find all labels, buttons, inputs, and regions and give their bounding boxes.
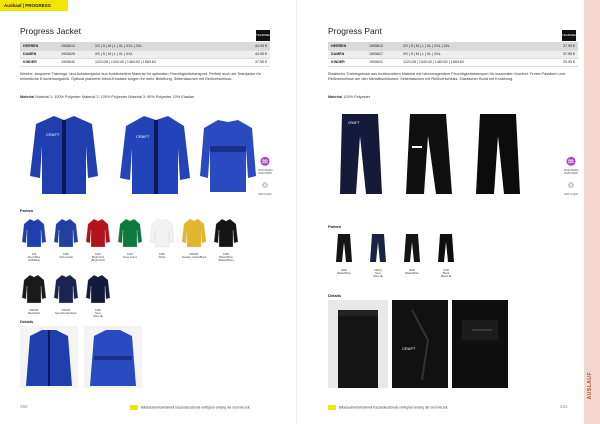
table-row: DAMEN 1905626 XS | S | M | L | XL | XXL 44.95 €	[20, 50, 270, 58]
swatch-name: Black	[442, 272, 450, 275]
svg-text:CRAFT: CRAFT	[136, 134, 150, 139]
swatch-image	[432, 232, 460, 264]
info-icon	[130, 405, 138, 410]
swatch-code: 1999	[223, 253, 229, 256]
swatch-image	[148, 216, 176, 248]
icon-label: MASCHINEN-WASCHBAR	[258, 169, 274, 175]
right-page	[300, 0, 590, 424]
swatch-code: 346	[31, 253, 37, 256]
swatch-sub: (Navy ■)	[93, 315, 103, 318]
color-swatch	[20, 216, 48, 262]
swatch-image	[20, 216, 48, 248]
icon-label: RECYCLED	[258, 193, 272, 196]
swatch-code: 9999	[409, 269, 415, 272]
swatch-code: 1925	[127, 253, 133, 256]
colors-heading: Farben	[20, 208, 34, 213]
swatch-name: Navy	[375, 272, 381, 275]
color-swatch	[116, 216, 144, 259]
product-title: Progress Jacket	[20, 26, 81, 36]
product-hero-image	[328, 106, 538, 198]
swatch-image	[212, 216, 240, 248]
pant-front-image	[340, 114, 382, 194]
swatch-code: 1900	[159, 253, 165, 256]
icon-label: RECYCLED	[564, 193, 578, 196]
swatch-name: Black/White	[337, 272, 351, 275]
page-footer: Billabaudiverfahrbarkeit Kasseldeutzbeide verfügbar entlang der Sommerzeit.	[328, 405, 448, 410]
product-description: Elastische Trainingshose aus funktionellem Material mit hervorragendem Feuchtigkeitstransport für maximalen Komfort. Freies Passform und Reißverschluss am den Meinabschlüssen. Seitentaschen mit Reißverschluss. Elastischer Bund mit Kordelzug.	[328, 72, 565, 81]
price-table	[20, 42, 270, 67]
table-row: KINDER 1905640 122/128 | 134/140 | 146/152 | 158/164 37.95 €	[20, 58, 270, 66]
swatch-name: Royal Blue	[27, 256, 41, 259]
material-line: Material Material 1: 100% Polyester Material 2: 100% Polyester Material 3: 90% Polyester 10% Elastan	[20, 95, 194, 99]
side-tab	[584, 0, 600, 424]
swatch-sub: (Navy ■)	[373, 275, 383, 278]
info-icon	[328, 405, 336, 410]
page-number: 261	[560, 404, 568, 409]
care-icons	[564, 156, 578, 201]
color-swatch	[398, 232, 426, 275]
swatch-image	[52, 272, 80, 304]
color-swatch	[52, 216, 80, 259]
swatch-sub: (Black ■)	[440, 275, 452, 278]
category-badge: TEAMWEAR	[562, 30, 576, 41]
color-swatch	[212, 216, 240, 262]
table-row: HERREN 1905612 XS | S | M | L | XL | XXL | 3XL 44.95 €	[20, 42, 270, 50]
color-swatch	[432, 232, 460, 278]
svg-text:CRAFT: CRAFT	[348, 121, 360, 125]
swatch-name: White	[158, 256, 166, 259]
wash-icon: ♒	[566, 157, 576, 166]
side-tab-label: AUSLAUF	[587, 372, 593, 400]
product-title: Progress Pant	[328, 26, 382, 36]
page-gutter	[296, 0, 297, 424]
color-swatch	[180, 216, 208, 259]
svg-text:CRAFT: CRAFT	[402, 346, 416, 351]
swatch-code: 9999	[341, 269, 347, 272]
detail-image-waist	[328, 300, 388, 388]
pant-three-quarter-image	[406, 114, 452, 194]
color-swatch	[364, 232, 392, 278]
swatch-image	[180, 216, 208, 248]
care-icons	[258, 156, 272, 201]
swatch-name: Sweden Yellow/Black	[181, 256, 207, 259]
swatch-code: 1906	[63, 253, 69, 256]
swatch-image	[364, 232, 392, 264]
swatch-sub: (ClubBlue)	[27, 259, 41, 262]
leaf-icon: ♲	[567, 181, 575, 190]
details-heading: Details	[328, 293, 342, 298]
swatch-name: Black/White	[405, 272, 419, 275]
page-footer: Billabaudiverfahrbarkeit Kasseldeutzbeide verfügbar entlang der Sommerzeit.	[130, 405, 250, 410]
material-line: Material 100% Polyester	[328, 95, 371, 99]
swatch-name: Team Green	[122, 256, 138, 259]
swatch-code: 1999	[443, 269, 449, 272]
color-swatch	[84, 272, 112, 318]
swatch-image	[20, 272, 48, 304]
swatch-image	[330, 232, 358, 264]
swatch-name: Navy/Smoke/Silver	[55, 312, 77, 315]
product-hero-image	[18, 106, 268, 198]
detail-image-pocket	[392, 300, 448, 388]
swatch-image	[84, 272, 112, 304]
left-page	[0, 0, 290, 424]
color-swatch	[52, 272, 80, 315]
price-table	[328, 42, 578, 67]
swatch-sub: (Bright Red)	[91, 259, 105, 262]
swatch-name: Club Cobalt	[59, 256, 73, 259]
swatch-image	[398, 232, 426, 264]
color-swatch	[84, 216, 112, 262]
leaf-icon: ♲	[261, 181, 269, 190]
pant-back-image	[476, 114, 520, 194]
svg-text:CRAFT: CRAFT	[46, 132, 60, 137]
swatch-code: 999430	[29, 309, 39, 312]
jacket-front-image	[30, 116, 98, 194]
swatch-code: 556999	[189, 253, 199, 256]
color-swatch	[148, 216, 176, 259]
details-heading: Details	[20, 319, 34, 324]
section-tag: Ausbaal | PROGRESS	[0, 0, 68, 11]
swatch-code: 1920	[95, 253, 101, 256]
swatch-image	[84, 216, 112, 248]
swatch-name: Black/Red	[28, 312, 40, 315]
swatch-code: 1390	[95, 309, 101, 312]
detail-image-ankle	[452, 300, 508, 388]
category-badge: TEAMWEAR	[256, 30, 270, 41]
swatch-name: Navy	[95, 312, 101, 315]
product-description: Weiche, bequeme Trainings- und Aufwärmjacke aus funktionellem Material für optimalen Feuchtigkeitstransport. Perfekt auch als Teamjacke für einheitliche Erscheinungsbild. Optimal platzierte Mesh-Einsätze sorgen für mehr Belüftung. Seitentaschen mit Reißverschluss.	[20, 72, 261, 81]
swatch-code: 390(0)	[374, 269, 382, 272]
table-row: KINDER 1905641 122/128 | 134/140 | 146/152 | 158/164 29.95 €	[328, 58, 578, 66]
detail-image-back	[84, 326, 142, 388]
colors-heading: Farben	[328, 224, 342, 229]
swatch-code: 390400	[61, 309, 71, 312]
color-swatch	[330, 232, 358, 275]
swatch-image	[52, 216, 80, 248]
table-row: DAMEN 1905627 XS | S | M | L | XL | XXL 37.95 €	[328, 50, 578, 58]
swatch-sub: (Black/White)	[218, 259, 234, 262]
swatch-name: Bright Red	[91, 256, 105, 259]
wash-icon: ♒	[260, 157, 270, 166]
table-row: HERREN 1905613 XS | S | M | L | XL | XXL | 3XL 37.95 €	[328, 42, 578, 50]
detail-image-front	[20, 326, 78, 388]
swatch-name: Black/White	[219, 256, 233, 259]
jacket-back-image	[200, 120, 256, 192]
swatch-image	[116, 216, 144, 248]
jacket-three-quarter-image	[120, 116, 190, 194]
icon-label: MASCHINEN-WASCHBAR	[564, 169, 580, 175]
page-number: 260	[20, 404, 28, 409]
color-swatch	[20, 272, 48, 315]
